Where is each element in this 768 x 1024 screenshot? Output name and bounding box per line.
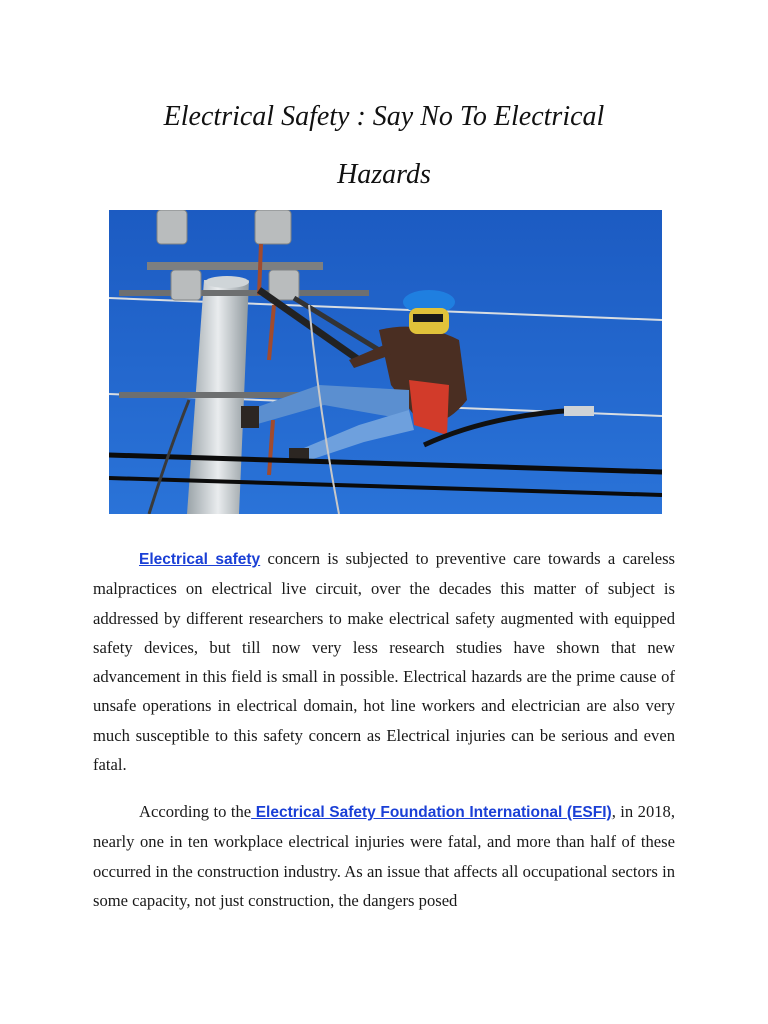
paragraph-1 bbox=[93, 544, 675, 779]
paragraph-2 bbox=[93, 797, 675, 915]
paragraph-1-text: concern is subjected to preventive care towards a careless malpractices on electrical live circuit, over the decades this matter of subject is addressed by different researchers to make electrical safety augmented with equipped safety devices, but till now very less research studies have shown that new advancement in this field is small in possible. Electrical hazards are the prime cause of unsafe operations in electrical domain, hot line workers and electrician are also very much susceptible to this safety concern as Electrical injuries can be serious and even fatal. bbox=[93, 549, 675, 775]
electrical-safety-link[interactable]: Electrical safety bbox=[139, 551, 261, 568]
title-line-1: Electrical Safety : Say No To Electrical bbox=[163, 101, 605, 132]
paragraph-2-prefix: According to the bbox=[139, 802, 252, 821]
esfi-link[interactable]: Electrical Safety Foundation International (ESFI) bbox=[251, 804, 612, 821]
lineman-on-power-pole-photo bbox=[109, 210, 662, 514]
page-title bbox=[60, 88, 708, 204]
paragraph-2-text: , in 2018, nearly one in ten workplace electrical injuries were fatal, and more than half of these occurred in the construction industry. As an issue that affects all occupational sectors in some capacity, not just construction, the dangers posed bbox=[93, 802, 675, 910]
title-line-2: Hazards bbox=[337, 159, 431, 190]
